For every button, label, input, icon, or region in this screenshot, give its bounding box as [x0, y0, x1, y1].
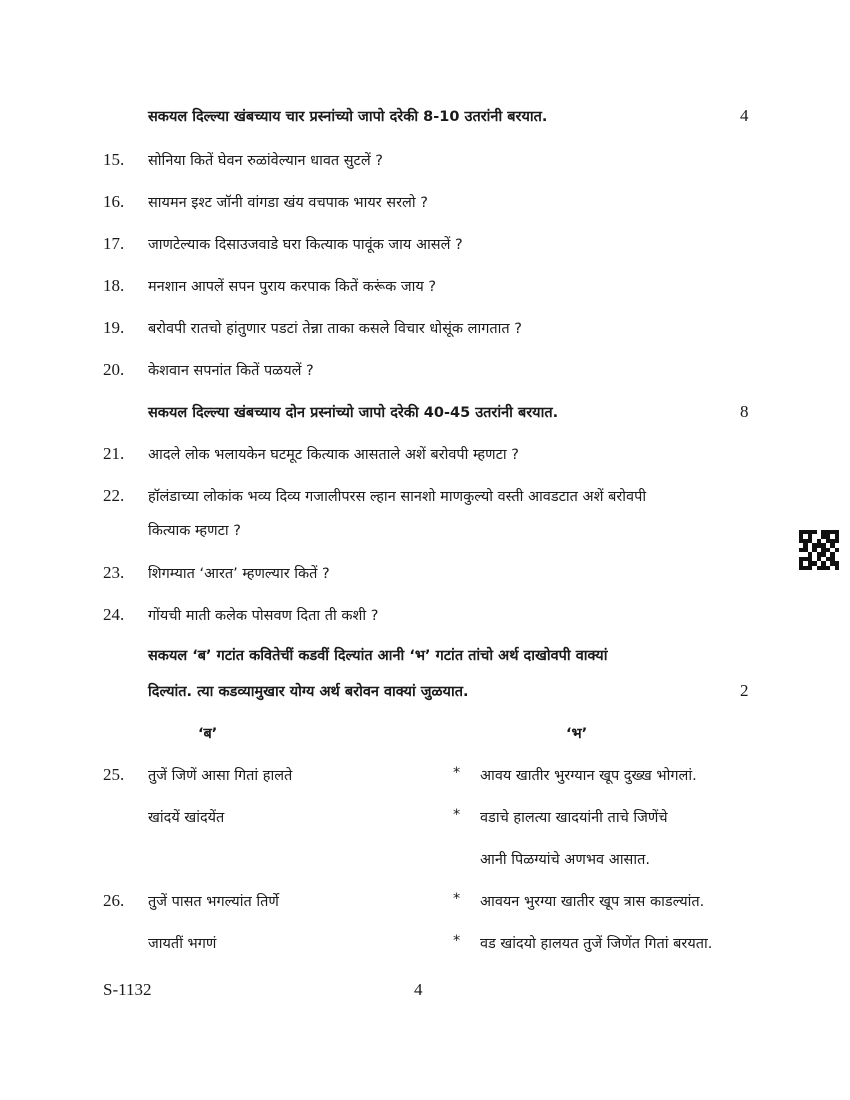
- question-number: 19.: [103, 318, 125, 337]
- column-a-header: ‘ब’: [198, 726, 218, 742]
- question-number: 15.: [103, 150, 125, 169]
- paper-code: S-1132: [103, 980, 152, 999]
- bullet: *: [453, 891, 461, 907]
- question-number: 18.: [103, 276, 125, 295]
- question-text-line2: कित्याक म्हणटा ?: [148, 523, 241, 539]
- question-text: आदले लोक भलायकेन घटमूट कित्याक आसताले अशें बरोवपी म्हणटा ?: [148, 447, 519, 463]
- section2-marks: 8: [740, 402, 749, 421]
- column-b-header: ‘भ’: [566, 726, 588, 742]
- question-number: 25.: [103, 765, 125, 784]
- column-b-line: आनी पिळग्यांचे अणभव आसात.: [480, 852, 650, 868]
- bullet: *: [453, 807, 461, 823]
- column-a-line: जायतीं भगणं: [148, 936, 217, 952]
- section3-instruction-line1: सकयल ‘ब’ गटांत कवितेचीं कडवीं दिल्यांत आनी ‘भ’ गटांत तांचो अर्थ दाखोवपी वाक्यां: [148, 648, 608, 664]
- qr-code-icon: [799, 530, 839, 570]
- column-a-line: तुजें जिणें आसा गितां हालते: [148, 768, 293, 784]
- question-text-line1: हॉलंडाच्या लोकांक भव्य दिव्य गजालीपरस ल्हान सानशो माणकुल्यो वस्ती आवडटात अशें बरोवपी: [148, 489, 647, 505]
- column-b-line: आवय खातीर भुरग्यान खूप दुख्ख भोगलां.: [480, 768, 697, 784]
- question-text: बरोवपी रातचो हांतुणार पडटां तेन्ना ताका कसले विचार धोसूंक लागतात ?: [148, 321, 522, 337]
- column-b-line: आवयन भुरग्या खातीर खूप त्रास काडल्यांत.: [480, 894, 705, 910]
- column-b-line: वडाचे हालत्या खादयांनी ताचे जिणेंचे: [480, 810, 668, 826]
- section3-instruction-line2: दिल्यांत. त्या कडव्यामुखार योग्य अर्थ बरोवन वाक्यां जुळयात.: [148, 684, 469, 700]
- question-text: सायमन इश्ट जॉनी वांगडा खंय वचपाक भायर सरलो ?: [148, 195, 428, 211]
- bullet: *: [453, 933, 461, 949]
- question-text: शिगम्यात ‘आरत’ म्हणल्यार कितें ?: [148, 566, 330, 582]
- question-number: 17.: [103, 234, 125, 253]
- section1-instruction: सकयल दिल्ल्या खंबच्याय चार प्रस्नांच्यो जापो दरेकी 8-10 उतरांनी बरयात.: [148, 109, 548, 125]
- question-text: मनशान आपलें सपन पुराय करपाक कितें करूंक जाय ?: [148, 279, 437, 295]
- question-number: 22.: [103, 486, 125, 505]
- question-number: 24.: [103, 605, 125, 624]
- question-number: 26.: [103, 891, 125, 910]
- question-text: केशवान सपनांत कितें पळयलें ?: [148, 363, 314, 379]
- question-number: 21.: [103, 444, 125, 463]
- section1-marks: 4: [740, 106, 749, 125]
- question-text: जाणटेल्याक दिसाउजवाडे घरा कित्याक पावूंक जाय आसलें ?: [148, 237, 463, 253]
- question-text: गोंयची माती कलेक पोसवण दिता ती कशी ?: [148, 608, 379, 624]
- column-b-line: वड खांदयो हालयत तुजें जिणेंत गितां बरयता.: [480, 936, 713, 952]
- bullet: *: [453, 765, 461, 781]
- section3-marks: 2: [740, 681, 749, 700]
- page-number: 4: [414, 980, 423, 999]
- column-a-line: खांदयें खांदयेंत: [148, 810, 225, 826]
- column-a-line: तुजें पासत भगल्यांत तिर्णे: [148, 894, 279, 910]
- section2-instruction: सकयल दिल्ल्या खंबच्याय दोन प्रस्नांच्यो जापो दरेकी 40-45 उतरांनी बरयात.: [148, 405, 559, 421]
- question-number: 23.: [103, 563, 125, 582]
- question-text: सोनिया कितें घेवन रुळांवेल्यान धावत सुटलें ?: [148, 153, 383, 169]
- question-number: 20.: [103, 360, 125, 379]
- question-number: 16.: [103, 192, 125, 211]
